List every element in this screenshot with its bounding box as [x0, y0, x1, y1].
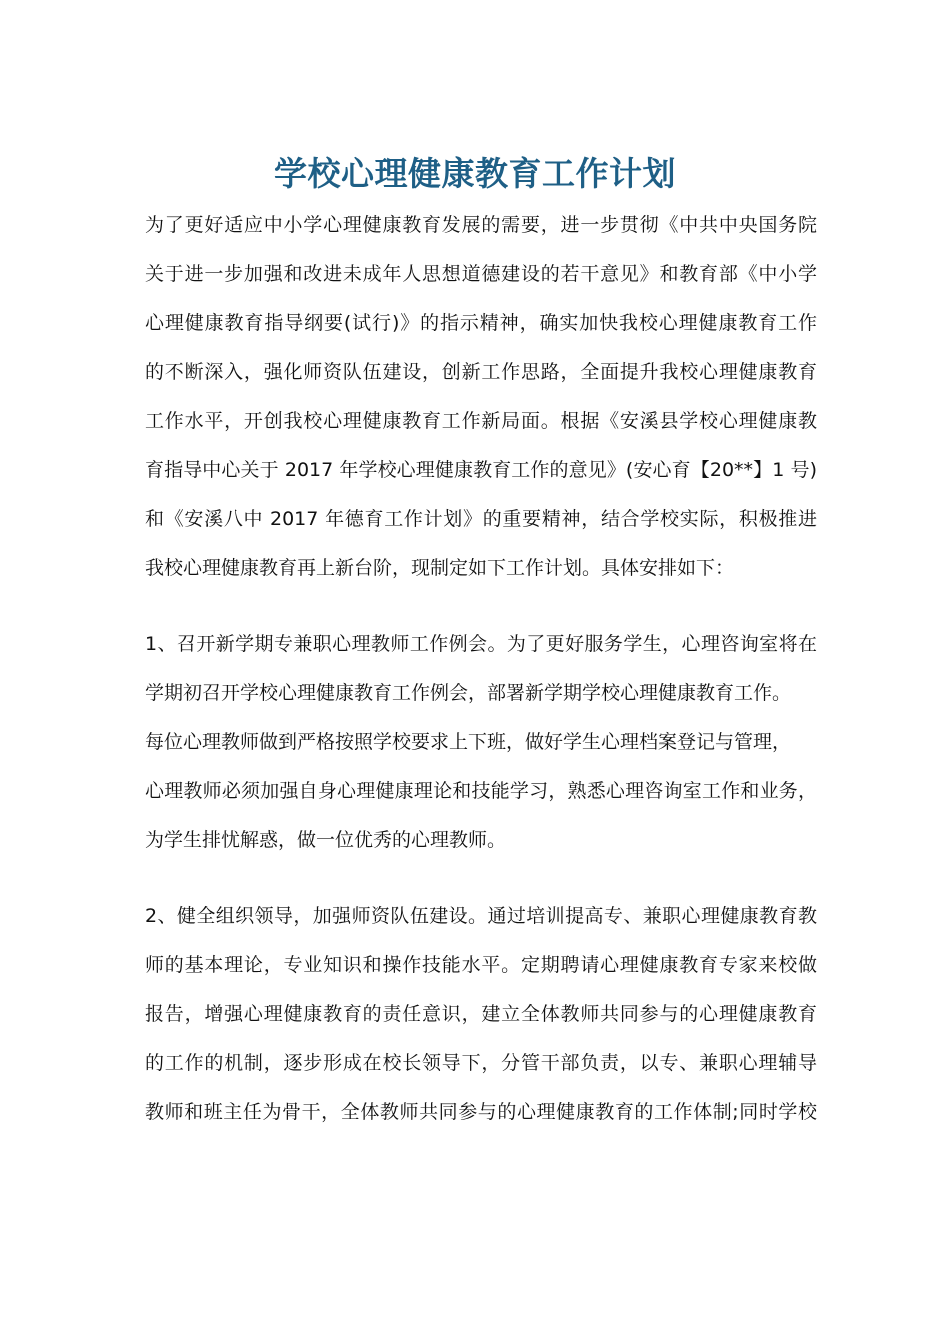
paragraph-line: 为学生排忧解惑，做一位优秀的心理教师。 — [145, 829, 507, 851]
item-2-paragraph — [145, 903, 817, 1148]
paragraph-line: 2、健全组织领导，加强师资队伍建设。通过培训提高专、兼职心理健康教育教 — [145, 905, 817, 927]
item-1-paragraph — [145, 631, 817, 876]
paragraph-line: 的不断深入，强化师资队伍建设，创新工作思路，全面提升我校心理健康教育 — [145, 361, 817, 383]
paragraph-line: 学期初召开学校心理健康教育工作例会，部署新学期学校心理健康教育工作。 — [145, 682, 792, 704]
paragraph-line: 1、召开新学期专兼职心理教师工作例会。为了更好服务学生，心理咨询室将在 — [145, 633, 817, 655]
paragraph-line: 育指导中心关于 2017 年学校心理健康教育工作的意见》(安心育【20**】1 号) — [145, 459, 817, 481]
intro-paragraph — [145, 212, 817, 604]
paragraph-line: 和《安溪八中 2017 年德育工作计划》的重要精神，结合学校实际，积极推进 — [145, 508, 817, 530]
paragraph-line: 我校心理健康教育再上新台阶，现制定如下工作计划。具体安排如下： — [145, 557, 735, 579]
paragraph-line: 工作水平，开创我校心理健康教育工作新局面。根据《安溪县学校心理健康教 — [145, 410, 817, 432]
paragraph-line: 的工作的机制，逐步形成在校长领导下，分管干部负责，以专、兼职心理辅导 — [145, 1052, 817, 1074]
paragraph-line: 心理健康教育指导纲要(试行)》的指示精神，确实加快我校心理健康教育工作 — [145, 312, 817, 334]
paragraph-line: 教师和班主任为骨干，全体教师共同参与的心理健康教育的工作体制;同时学校 — [145, 1101, 817, 1123]
paragraph-line: 心理教师必须加强自身心理健康理论和技能学习，熟悉心理咨询室工作和业务， — [145, 780, 817, 802]
paragraph-line: 师的基本理论，专业知识和操作技能水平。定期聘请心理健康教育专家来校做 — [145, 954, 817, 976]
paragraph-line: 关于进一步加强和改进未成年人思想道德建设的若干意见》和教育部《中小学 — [145, 263, 817, 285]
paragraph-line: 报告，增强心理健康教育的责任意识，建立全体教师共同参与的心理健康教育 — [145, 1003, 817, 1025]
paragraph-line: 每位心理教师做到严格按照学校要求上下班，做好学生心理档案登记与管理， — [145, 731, 792, 753]
paragraph-line: 为了更好适应中小学心理健康教育发展的需要，进一步贯彻《中共中央国务院 — [145, 214, 817, 236]
document-title: 学校心理健康教育工作计划 — [274, 154, 676, 194]
